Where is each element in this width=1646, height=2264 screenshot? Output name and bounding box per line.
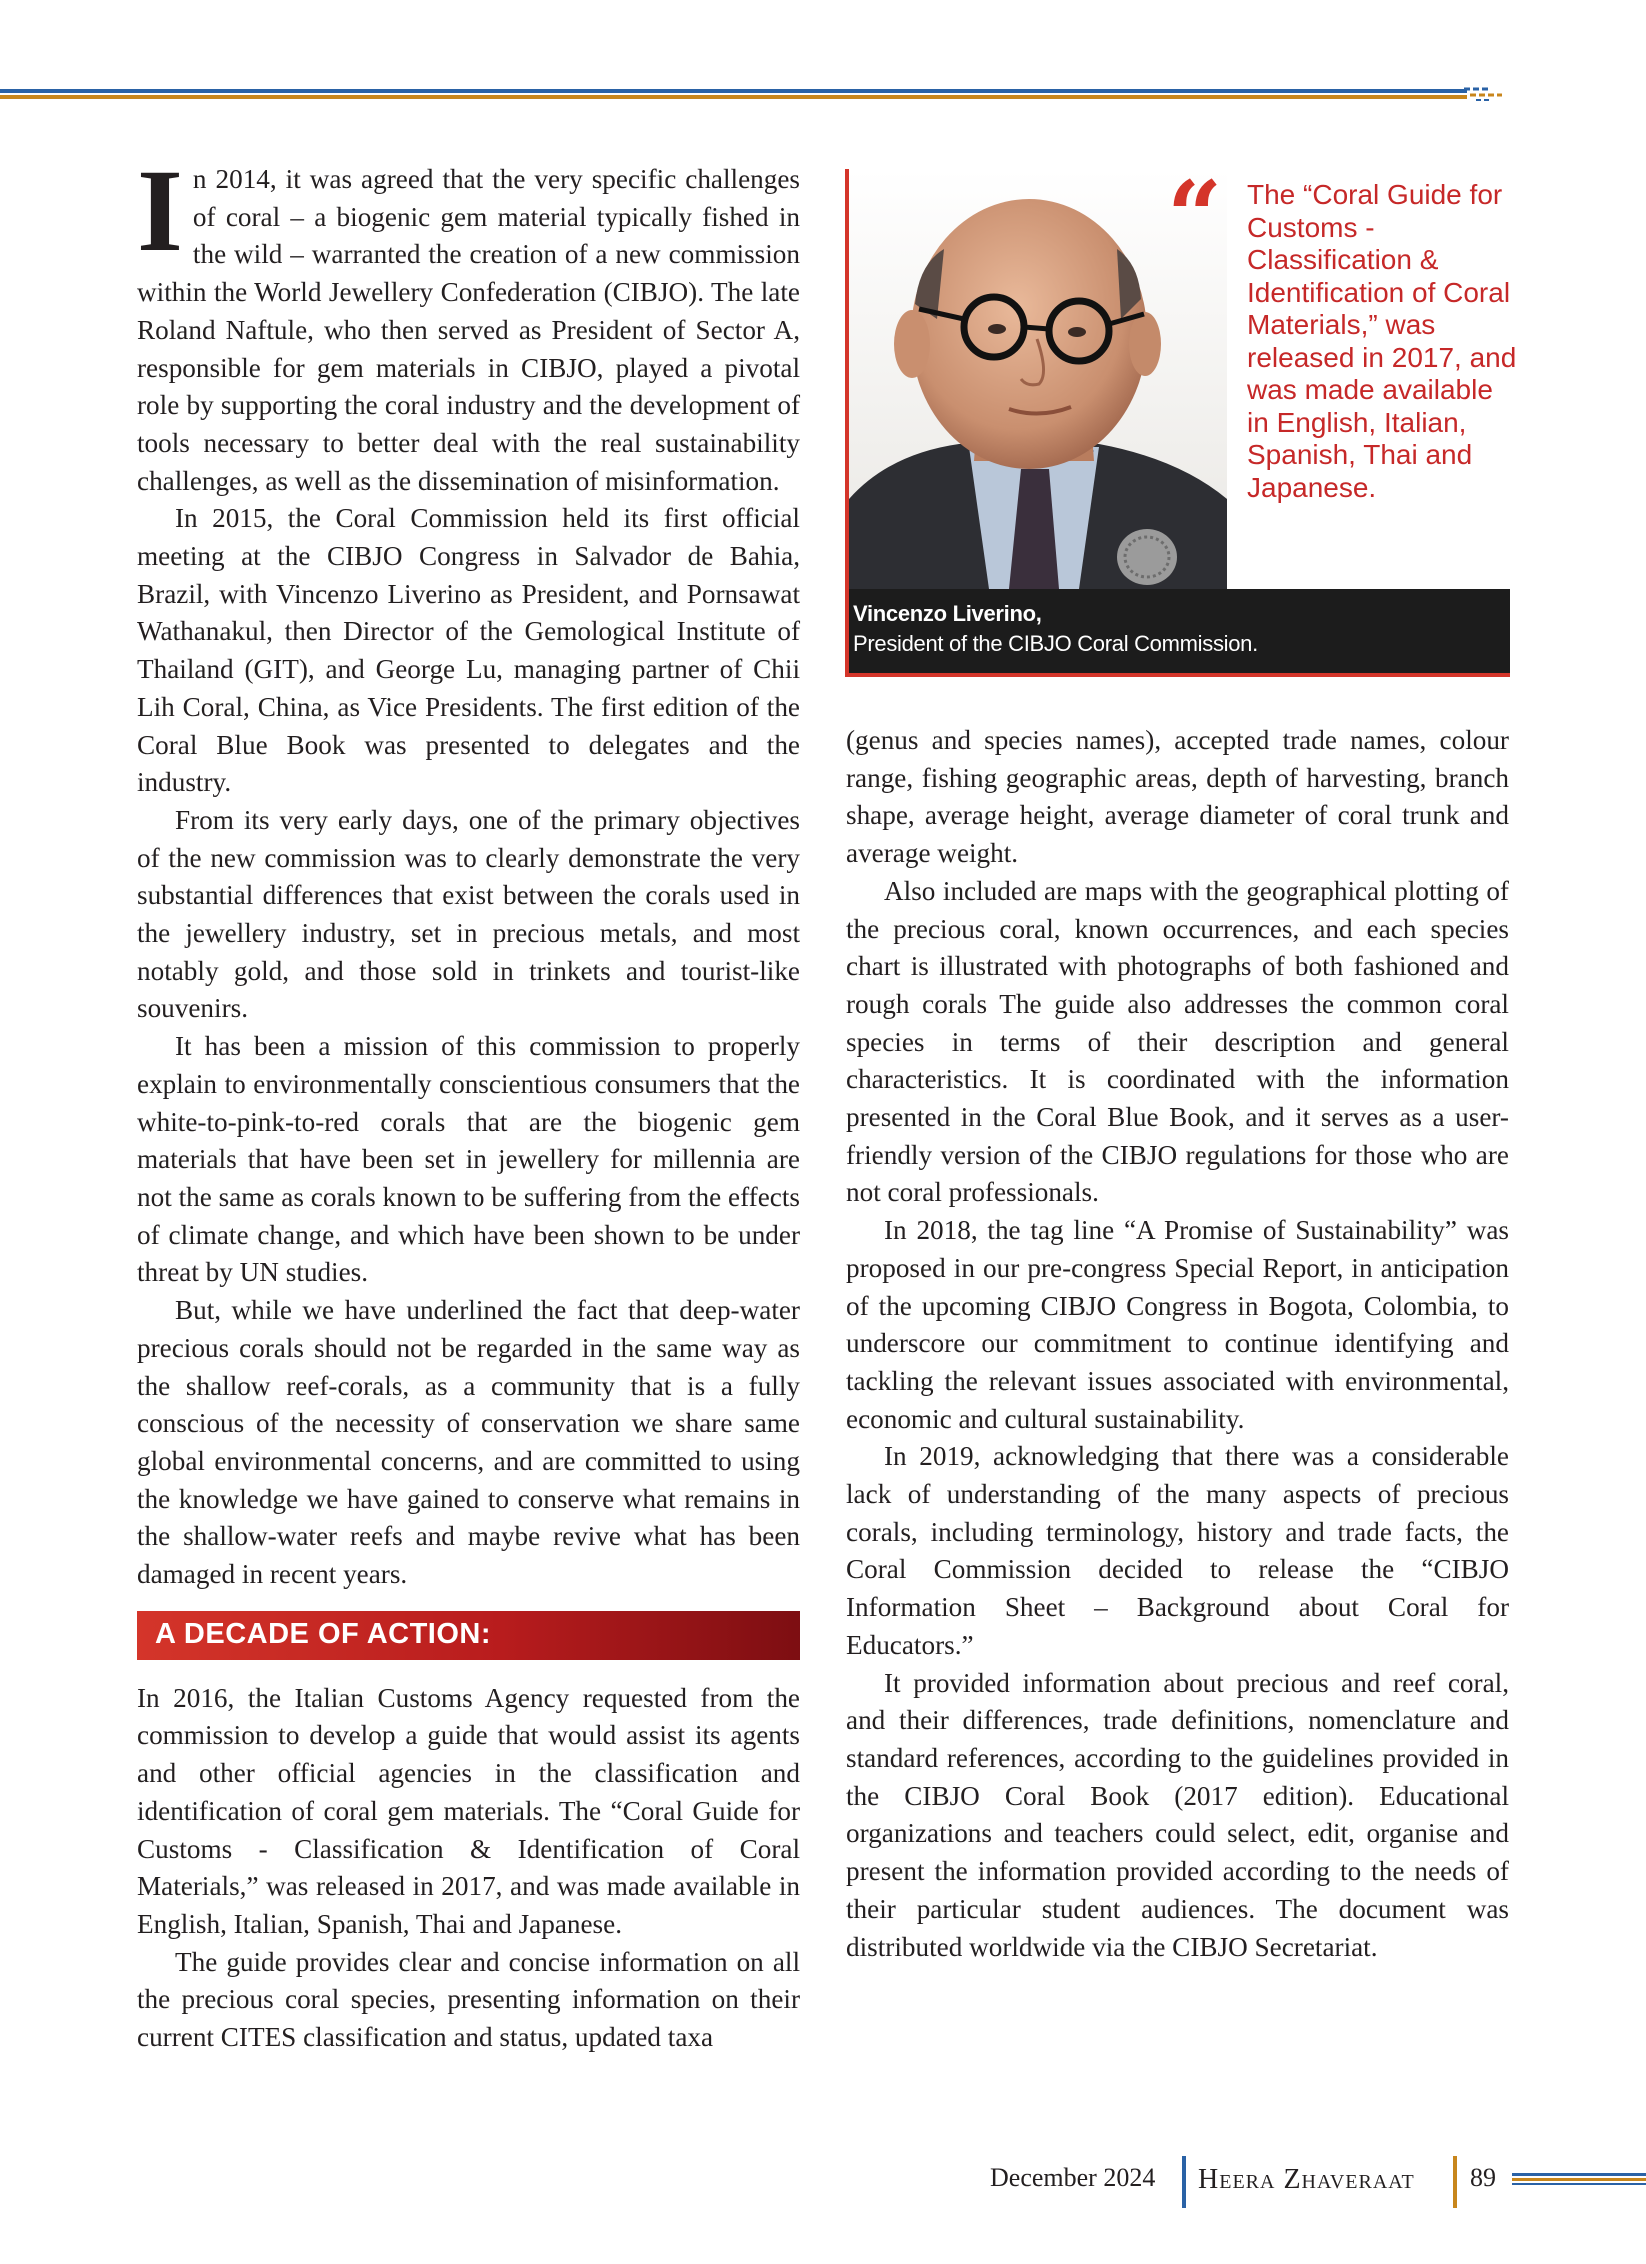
right-column	[846, 722, 1509, 1966]
section-heading: A DECADE OF ACTION:	[137, 1611, 800, 1660]
photo-caption	[849, 589, 1510, 673]
left-column	[137, 145, 800, 2057]
page-number: 89	[1470, 2163, 1496, 2192]
paragraph: In 2018, the tag line “A Promise of Sustainability” was proposed in our pre-congress Special Report, in anticipation of the upcoming CIBJO Congress in Bogota, Colombia, to underscore our commitment to continue identifying and tackling the relevant issues associated with environmental, economic and cultural sustainability.	[846, 1215, 1509, 1434]
issue-date: December 2024	[990, 2163, 1156, 2192]
top-rule-ornament	[1462, 84, 1507, 104]
intro-paragraph: In 2014, it was agreed that the very specific challenges of coral – a biogenic gem material typically fished in the wild – warranted the creation of a new commission within the World Jewellery Confederation (CIBJO). The late Roland Naftule, who then served as President of Sector A, responsible for gem materials in CIBJO, played a pivotal role by supporting the coral industry and the development of tools necessary to better deal with the real sustainability challenges, as well as the dissemination of misinformation.	[137, 145, 800, 496]
page-footer	[990, 2156, 1646, 2206]
paragraph: In 2019, acknowledging that there was a considerable lack of understanding of the many aspects of precious corals, including terminology, history and trade facts, the Coral Commission decided to release the “CIBJO Information Sheet – Background about Coral for Educators.”	[846, 1441, 1509, 1660]
paragraph: From its very early days, one of the primary objectives of the new commission was to clearly demonstrate the very substantial differences that exist between the corals used in the jewellery industry, set in precious metals, and most notably gold, and those sold in trinkets and tourist-like souvenirs.	[137, 804, 800, 1024]
paragraph: In 2015, the Coral Commission held its first official meeting at the CIBJO Congress in Salvador de Bahia, Brazil, with Vincenzo Liverino as President, and Pornsawat Wathanakul, then Director of the Gemological Institute of Thailand (GIT), and George Lu, managing partner of Chii Lih Coral, China, as Vice Presidents. The first edition of the Coral Blue Book was presented to delegates and the industry.	[137, 503, 800, 798]
pull-quote: The “Coral Guide for Customs - Classification & Identification of Coral Materials,” was released in 2017, and was made available in English, Italian, Spanish, Thai and Japanese.	[1247, 179, 1517, 503]
quote-mark-icon: “	[1167, 160, 1223, 273]
paragraph: The guide provides clear and concise information on all the precious coral species, presenting information on their current CITES classification and status, updated taxa	[137, 1946, 800, 2053]
top-rule-gold	[0, 95, 1467, 99]
photo-feature	[845, 160, 1517, 677]
caption-name: Vincenzo Liverino,	[853, 601, 1042, 626]
footer-rule	[1512, 2173, 1646, 2185]
paragraph: In 2016, the Italian Customs Agency requested from the commission to develop a guide that would assist its agents and other official agencies in the classification and identification of coral gem materials. The “Coral Guide for Customs - Classification & Identification of Coral Materials,” was released in 2017, and was made available in English, Italian, Spanish, Thai and Japanese.	[137, 1682, 800, 1939]
paragraph: It has been a mission of this commission to properly explain to environmentally conscientious consumers that the white-to-pink-to-red corals that are the biogenic gem materials that have been set in jewellery for millennia are not the same as corals known to be suffering from the effects of climate change, and which have been shown to be under threat by UN studies.	[137, 1031, 800, 1288]
paragraph: But, while we have underlined the fact that deep-water precious corals should not be regarded in the same way as the shallow reef-corals, as a community that is a fully conscious of the necessity of conservation we share same global environmental concerns, and are committed to using the knowledge we have gained to conserve what remains in the shallow-water reefs and maybe revive what has been damaged in recent years.	[137, 1295, 800, 1590]
caption-title: President of the CIBJO Coral Commission.	[853, 631, 1258, 656]
paragraph: Also included are maps with the geographical plotting of the precious coral, known occurrences, and each species chart is illustrated with photographs of both fashioned and rough corals The guide also addresses the common coral species in terms of their description and general characteristics. It is coordinated with the information presented in the Coral Blue Book, and it serves as a user-friendly version of the CIBJO regulations for those who are not coral professionals.	[846, 875, 1509, 1208]
top-rule-blue	[0, 89, 1467, 93]
footer-divider	[1453, 2156, 1457, 2208]
drop-cap: I	[137, 145, 183, 276]
paragraph: (genus and species names), accepted trade names, colour range, fishing geographic areas, depth of harvesting, branch shape, average height, average diameter of coral trunk and average weight.	[846, 725, 1509, 869]
footer-divider	[1182, 2156, 1186, 2208]
paragraph: It provided information about precious and reef coral, and their differences, trade definitions, nomenclature and standard references, according to the guidelines provided in the CIBJO Coral Book (2017 edition). Educational organizations and teachers could select, edit, organise and present the information provided according to the needs of their particular student audiences. The document was distributed worldwide via the CIBJO Secretariat.	[846, 1667, 1509, 1962]
magazine-name: Heera Zhaveraat	[1198, 2164, 1415, 2195]
